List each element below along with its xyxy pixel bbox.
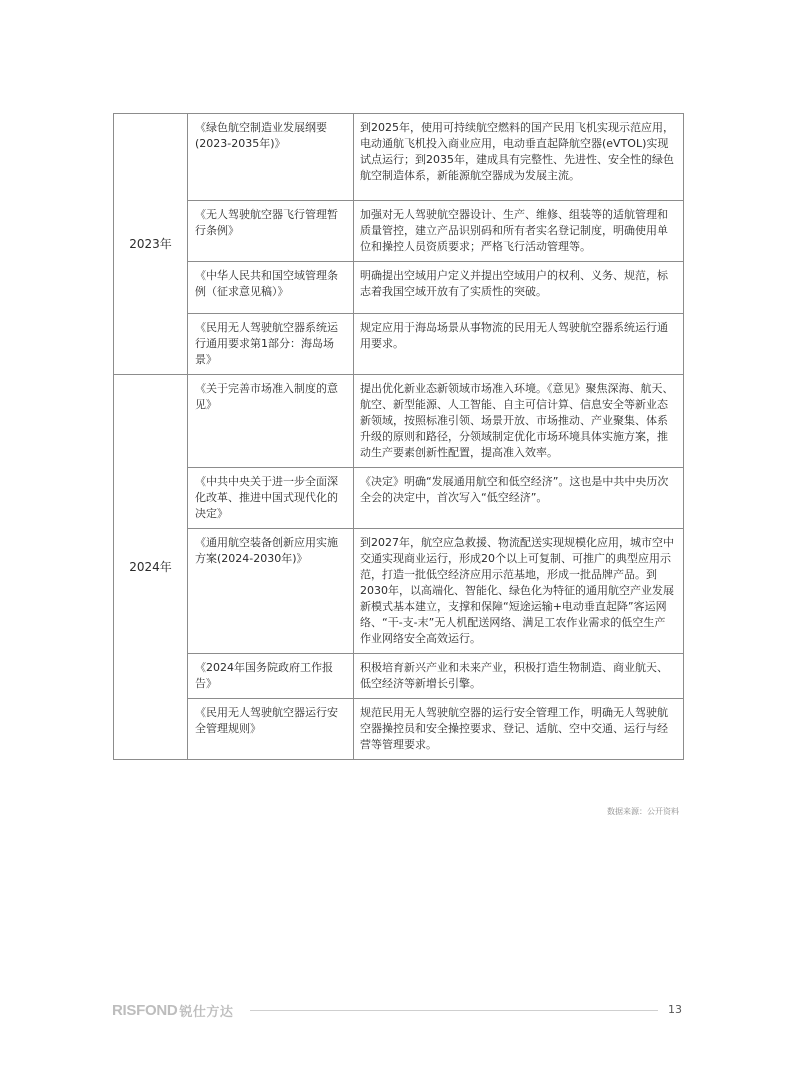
- policy-content: 《决定》明确“发展通用航空和低空经济”。这也是中共中央历次全会的决定中，首次写入“低空经济”。: [354, 468, 684, 529]
- logo-text-cn: 锐仕方达: [179, 1003, 234, 1019]
- table-row: [114, 529, 684, 654]
- policy-content: 明确提出空域用户定义并提出空域用户的权利、义务、规范，标志着我国空域开放有了实质性的突破。: [354, 262, 684, 314]
- table-row: [114, 314, 684, 375]
- policy-name: 《2024年国务院政府工作报告》: [188, 654, 354, 699]
- table-row: [114, 201, 684, 262]
- source-note: 数据来源：公开资料: [607, 807, 679, 816]
- table-row: [114, 262, 684, 314]
- policy-content: 规范民用无人驾驶航空器的运行安全管理工作，明确无人驾驶航空器操控员和安全操控要求、登记、适航、空中交通、运行与经营等管理要求。: [354, 699, 684, 760]
- table-row: [114, 654, 684, 699]
- year-cell-2023: 2023年: [114, 114, 188, 375]
- policy-name: 《民用无人驾驶航空器运行安全管理规则》: [188, 699, 354, 760]
- policy-content: 规定应用于海岛场景从事物流的民用无人驾驶航空器系统运行通用要求。: [354, 314, 684, 375]
- policy-name: 《通用航空装备创新应用实施方案(2024-2030年)》: [188, 529, 354, 654]
- table-row: [114, 375, 684, 468]
- logo-text-en: RISFOND: [112, 1001, 178, 1019]
- policy-content: 积极培育新兴产业和未来产业，积极打造生物制造、商业航天、低空经济等新增长引擎。: [354, 654, 684, 699]
- policy-content: 提出优化新业态新领域市场准入环境。《意见》聚焦深海、航天、航空、新型能源、人工智能、自主可信计算、信息安全等新业态新领域，按照标准引领、场景开放、市场推动、产业聚集、体系升级的原则和路径，分领域制定优化市场环境具体实施方案，推动生产要素创新性配置，提高准入效率。: [354, 375, 684, 468]
- table-row: [114, 468, 684, 529]
- page-number: 13: [668, 1003, 682, 1016]
- year-cell-2024: 2024年: [114, 375, 188, 760]
- footer-logo: [112, 1001, 233, 1019]
- policy-name: 《无人驾驶航空器飞行管理暂行条例》: [188, 201, 354, 262]
- policy-name: 《关于完善市场准入制度的意见》: [188, 375, 354, 468]
- policy-table: [113, 113, 684, 760]
- policy-content: 到2025年，使用可持续航空燃料的国产民用飞机实现示范应用，电动通航飞机投入商业应用，电动垂直起降航空器(eVTOL)实现试点运行；到2035年，建成具有完整性、先进性、安全性的绿色航空制造体系，新能源航空器成为发展主流。: [354, 114, 684, 201]
- policy-name: 《中华人民共和国空域管理条例（征求意见稿）》: [188, 262, 354, 314]
- policy-name: 《民用无人驾驶航空器系统运行通用要求第1部分：海岛场景》: [188, 314, 354, 375]
- policy-name: 《绿色航空制造业发展纲要(2023-2035年)》: [188, 114, 354, 201]
- table-row: [114, 699, 684, 760]
- policy-content: 加强对无人驾驶航空器设计、生产、维修、组装等的适航管理和质量管控，建立产品识别码和所有者实名登记制度，明确使用单位和操控人员资质要求；严格飞行活动管理等。: [354, 201, 684, 262]
- policy-content: 到2027年，航空应急救援、物流配送实现规模化应用，城市空中交通实现商业运行，形成20个以上可复制、可推广的典型应用示范，打造一批低空经济应用示范基地，形成一批品牌产品。到2030年，以高端化、智能化、绿色化为特征的通用航空产业发展新模式基本建立，支撑和保障“短途运输+电动垂直起降”客运网络、“干-支-末”无人机配送网络、满足工农作业需求的低空生产作业网络安全高效运行。: [354, 529, 684, 654]
- table-row: [114, 114, 684, 201]
- policy-name: 《中共中央关于进一步全面深化改革、推进中国式现代化的决定》: [188, 468, 354, 529]
- footer-divider: [250, 1010, 658, 1011]
